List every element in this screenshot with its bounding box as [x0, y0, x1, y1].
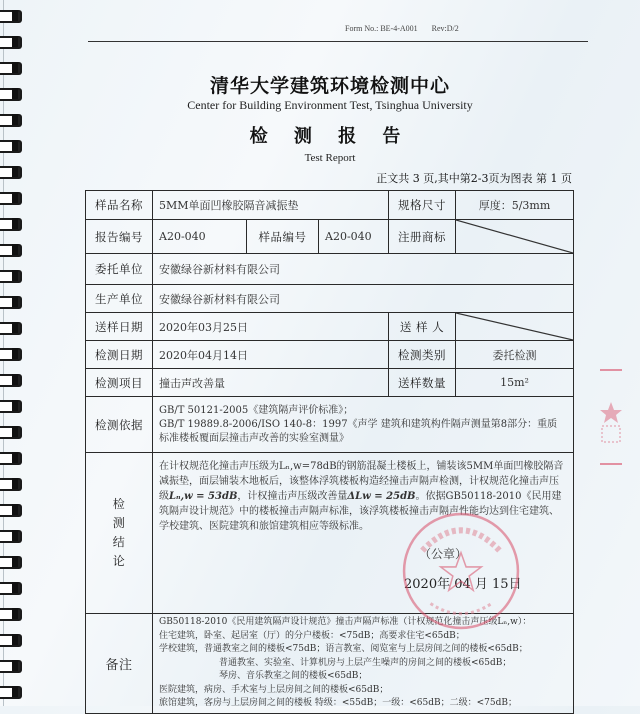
remarks-line: 琴房、音乐教室之间的楼板<65dB；: [219, 671, 368, 681]
test-item-label: 检测项目: [86, 369, 153, 397]
binding-ring: [0, 634, 22, 647]
conclusion-text: 。依据GB50118-2010《民用建筑隔声设计规范》中的楼板撞击声隔声标准，该浮筑楼板撞击声隔声性能均达到住宅建筑、学校建筑、医院建筑和旅馆建筑相应等级标准。: [159, 491, 562, 532]
row-test-date: [86, 341, 574, 369]
remarks-label: 备注: [86, 614, 153, 714]
remarks-line: 旅馆建筑，客房与上层房间之间的楼板 特级：<55dB；一级：<65dB；二级：<75dB；: [159, 698, 517, 708]
conclusion-label-char: 测: [112, 516, 126, 530]
remarks-line: 学校建筑，普通教室之间的楼板<75dB；语言教室、阅览室与上层房间之间的楼板<65dB；: [159, 644, 528, 654]
trademark-label: 注册商标: [389, 220, 456, 254]
client-value: 安徽绿谷新材料有限公司: [153, 254, 574, 285]
delivery-date-value: 2020年03月25日: [153, 313, 389, 341]
binding-ring: [0, 452, 22, 465]
conclusion-paragraph: [159, 453, 567, 534]
conclusion-label-char: 检: [112, 497, 126, 511]
test-date-label: 检测日期: [86, 341, 153, 369]
sample-no-value: A20-040: [319, 220, 389, 254]
trademark-empty-cell: [456, 220, 574, 254]
conclusion-label-char: 论: [112, 554, 126, 568]
lnw-value: Lₙ,w = 53dB: [169, 491, 238, 502]
binding-ring: [0, 660, 22, 673]
quantity-value: 15m²: [456, 369, 574, 397]
binding-ring: [0, 478, 22, 491]
doc-title-cn: 检 测 报 告: [249, 126, 411, 147]
binding-ring: [0, 296, 22, 309]
delivery-date-label: 送样日期: [86, 313, 153, 341]
row-conclusion: [86, 453, 574, 614]
manufacturer-label: 生产单位: [86, 285, 153, 313]
row-sample-name: [86, 191, 574, 220]
binding-ring: [0, 608, 22, 621]
binding-ring: [0, 556, 22, 569]
form-number: [345, 24, 471, 33]
binding-ring: [0, 426, 22, 439]
manufacturer-value: 安徽绿谷新材料有限公司: [153, 285, 574, 313]
conclusion-text: ，计权撞击声压级改善量: [237, 491, 348, 502]
form-no-text: Form No.: BE-4-A001: [345, 24, 418, 33]
org-name-cn: 清华大学建筑环境检测中心: [209, 75, 450, 97]
binding-ring: [0, 244, 22, 257]
revision-text: Rev:D/2: [431, 24, 459, 33]
binding-ring: [0, 582, 22, 595]
binding-ring: [0, 686, 22, 699]
binding-ring: [0, 218, 22, 231]
official-seal-label: （公章）: [419, 547, 468, 561]
sign-date: 2020年 04 月 15日: [404, 577, 522, 592]
conclusion-label-char: 结: [112, 535, 126, 549]
row-client: [86, 254, 574, 285]
binding-ring: [0, 10, 22, 23]
row-test-item: [86, 369, 574, 397]
report-no-value: A20-040: [153, 220, 247, 254]
binding-ring: [0, 322, 22, 335]
conclusion-cell: [153, 453, 574, 614]
row-report-no: [86, 220, 574, 254]
test-date-value: 2020年04月14日: [153, 341, 389, 369]
remarks-line: 医院建筑，病房、手术室与上层房间之间的楼板<65dB；: [159, 684, 389, 695]
report-table: [85, 190, 574, 714]
binding-ring: [0, 192, 22, 205]
delta-lw-value: ΔLw = 25dB: [347, 491, 416, 502]
sample-no-label: 样品编号: [247, 220, 319, 254]
client-label: 委托单位: [86, 254, 153, 285]
row-basis: [86, 397, 574, 453]
binding-ring: [0, 504, 22, 517]
row-delivery-date: [86, 313, 574, 341]
diagonal-strike-icon: [456, 313, 573, 340]
basis-cell: [153, 397, 574, 453]
binding-ring: [0, 36, 22, 49]
doc-title-en: Test Report: [304, 152, 356, 164]
diagonal-strike-icon: [456, 220, 573, 253]
binding-ring: [0, 374, 22, 387]
basis-line: GB/T 50121-2005《建筑隔声评价标准》；: [159, 404, 354, 416]
side-seal-stamp-icon: [596, 364, 626, 474]
test-type-value: 委托检测: [456, 341, 574, 369]
conclusion-label: [86, 453, 153, 614]
page-info: 正文共 3 页,其中第2-3页为图表 第 1 页: [376, 172, 572, 185]
sender-empty-cell: [456, 313, 574, 341]
remarks-cell: [153, 614, 574, 714]
remarks-line: 普通教室、实验室、计算机房与上层产生噪声的房间之间的楼板<65dB；: [219, 657, 512, 668]
quantity-label: 送样数量: [389, 369, 456, 397]
sample-name-value: 5MM单面凹橡胶隔音减振垫: [153, 191, 389, 220]
sender-label: 送 样 人: [389, 313, 456, 341]
spec-value: 厚度：5/3mm: [456, 191, 574, 220]
remarks-line: GB50118-2010《民用建筑隔声设计规范》撞击声隔声标准（计权规范化撞击声压级Lₙ,w）：: [159, 617, 532, 627]
spec-label: 规格尺寸: [389, 191, 456, 220]
test-type-label: 检测类别: [389, 341, 456, 369]
row-remarks: [86, 614, 574, 714]
conclusion-text: 在计权规范化撞击声压级为Lₙ,w=78dB的钢筋混凝土楼板上，铺装该5MM单面凹橡胶隔音减振垫，面层铺装木地板后，该整体浮筑楼板构造经撞击声隔声检测，计权规范化撞击声压级: [159, 461, 564, 502]
row-manufacturer: [86, 285, 574, 313]
basis-line: GB/T 19889.8-2006/ISO 140-8：1997《声学 建筑和建筑构件隔声测量第8部分：重质标准楼板覆面层撞击声改善的实验室测量》: [159, 418, 558, 444]
report-no-label: 报告编号: [86, 220, 153, 254]
test-item-value: 撞击声改善量: [153, 369, 389, 397]
sample-name-label: 样品名称: [86, 191, 153, 220]
binding-ring: [0, 400, 22, 413]
org-name-en: Center for Building Environment Test, Tsinghua University: [187, 98, 473, 112]
binding-ring: [0, 166, 22, 179]
basis-label: 检测依据: [86, 397, 153, 453]
binding-ring: [0, 270, 22, 283]
header-rule: [88, 41, 588, 42]
binding-ring: [0, 348, 22, 361]
binding-ring: [0, 530, 22, 543]
remarks-line: 住宅建筑，卧室、起居室（厅）的分户楼板：<75dB；高要求住宅<65dB；: [159, 630, 465, 641]
